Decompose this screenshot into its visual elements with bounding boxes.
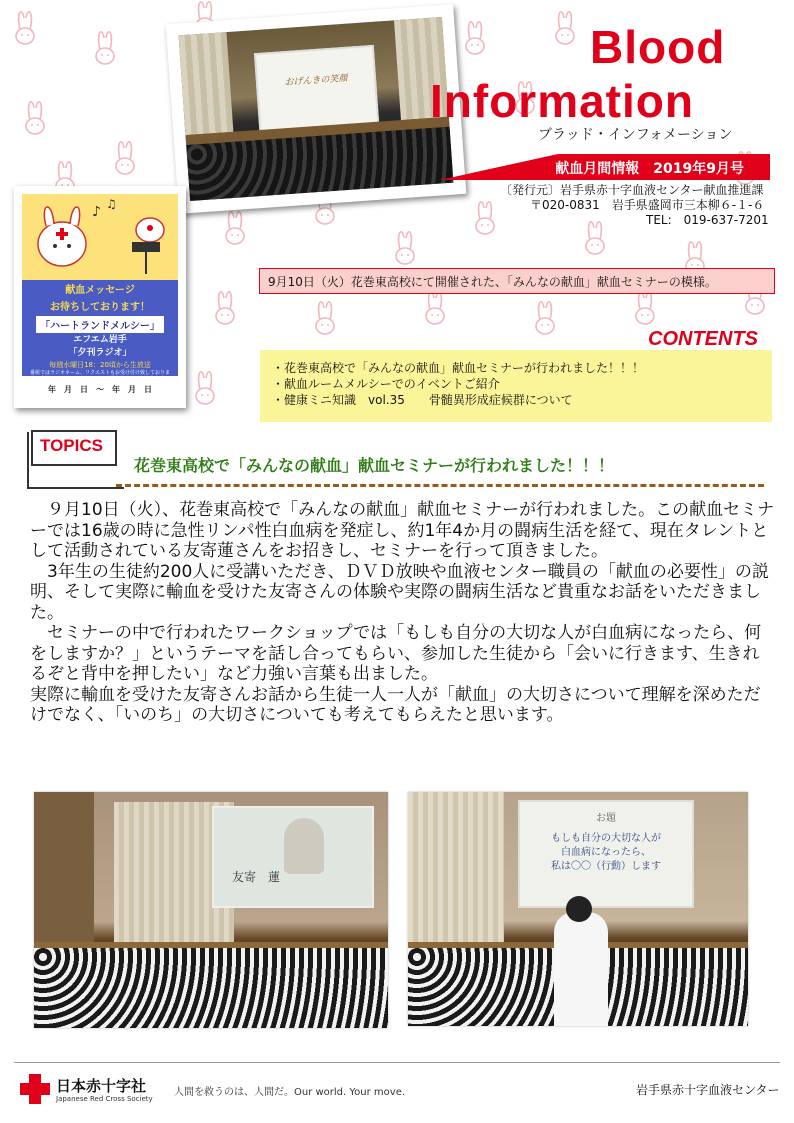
article-paragraph: 実際に輸血を受けた友寄さんお話から生徒一人一人が「献血」の大切さについて理解を深めただけでなく、「いのち」の大切さについても考えてもらえたと思います。 [30, 684, 761, 725]
svg-text:♫: ♫ [106, 197, 117, 211]
seminar-photo-left [34, 792, 388, 1028]
contents-title: CONTENTS [648, 328, 758, 350]
contents-box [260, 350, 772, 422]
left-photo-screen-text: 友寄 蓮 [232, 870, 281, 884]
contents-item: ・献血ルームメルシーでのイベントご紹介 [272, 377, 500, 391]
topics-label: TOPICS [40, 436, 103, 455]
poster-station: エフエム岩手 [73, 335, 127, 345]
footer-org-name: 日本赤十字社 [56, 1077, 147, 1095]
poster-program: 「ハートランドメルシー」 [36, 316, 164, 333]
poster-note: 番組ではラジオネーム、リクエストもお受け付け致しております。血液センターホームページでも紹介させていただきます。 [30, 370, 170, 382]
article-paragraph: セミナーの中で行われたワークショップでは「もしも自分の大切な人が白血病になったら、何をしますか？」というテーマを話し合ってもらい、参加した生徒から「会いに行きます、生きれるぞと背中を押したい」など力強い言葉も出ました。 [30, 623, 762, 684]
issue-bar [440, 154, 770, 180]
top-photo-screen-text: おげんきの笑顔 [284, 73, 348, 89]
right-photo-screen-line3: 私は〇〇（行動）します [551, 861, 661, 872]
poster-illustration [22, 194, 178, 280]
article-body [30, 500, 775, 726]
publisher-info [500, 183, 769, 228]
title-blood: Blood [590, 21, 726, 73]
article-paragraph: ９月10日（火）、花巻東高校で「みんなの献血」献血セミナーが行われました。この献血セミナーでは16歳の時に急性リンパ性白血病を発症し、約1年4か月の闘病生活を経て、現在タレントとして活動されている友寄蓮さんをお招きし、セミナーを行って頂きました。 [30, 500, 775, 561]
right-photo-screen-title: お題 [596, 813, 616, 824]
poster-line1: 献血メッセージ [65, 285, 135, 296]
seminar-photo-right [408, 792, 748, 1026]
footer-slogan: 人間を救うのは、人間だ。Our world. Your move. [174, 1087, 406, 1098]
poster-schedule: 毎週水曜日18：20頃から生放送 [49, 361, 151, 369]
title-information: Information [430, 75, 694, 127]
footer-divider [14, 1062, 780, 1063]
top-photo [166, 4, 467, 214]
mascot-music-icon [22, 194, 178, 280]
title-kana: ブラッド・インフォメーション [538, 127, 733, 143]
poster-line2: お待ちしております！ [50, 302, 150, 313]
topics-label-box [31, 430, 117, 466]
publisher-line1: 〔発行元〕岩手県赤十字血液センター献血推進課 [500, 183, 764, 197]
article-paragraph: 3年生の生徒約200人に受講いただき、ＤＶＤ放映や血液センター職員の「献血の必要性」の説明、そして実際に輸血を受けた友寄さんの体験や実際の闘病生活など貴重なお話をいただきました。 [30, 561, 769, 623]
radio-poster [14, 186, 186, 408]
publisher-tel: TEL: 019-637-7201 [646, 213, 769, 227]
contents-item: ・花巻東高校で「みんなの献血」献血セミナーが行われました！！！ [272, 361, 645, 375]
footer-center-name: 岩手県赤十字血液センター [636, 1083, 780, 1097]
right-photo-screen-line2: 白血病になったら、 [561, 847, 651, 858]
contents-item: ・健康ミニ知識 vol.35 骨髄異形成症候群について [272, 393, 573, 407]
photo-caption: 9月10日（火）花巻東高校にて開催された、「みんなの献血」献血セミナーの模様。 [259, 268, 775, 294]
headline-divider [116, 484, 764, 487]
poster-show: 「夕刊ラジオ」 [68, 348, 132, 358]
poster-date: 年 月 日 ～ 年 月 日 [48, 385, 152, 394]
red-cross-logo-icon [18, 1072, 52, 1106]
svg-text:♪: ♪ [92, 204, 101, 220]
right-photo-screen-line1: もしも自分の大切な人が [551, 833, 661, 844]
publisher-address: 〒020-0831 岩手県盛岡市三本柳６-１-６ [530, 198, 765, 212]
issue-label: 献血月間情報 2019年9月号 [555, 161, 744, 177]
topics-headline: 花巻東高校で「みんなの献血」献血セミナーが行われました！！！ [134, 456, 615, 475]
footer-org-name-en: Japanese Red Cross Society [56, 1095, 153, 1103]
